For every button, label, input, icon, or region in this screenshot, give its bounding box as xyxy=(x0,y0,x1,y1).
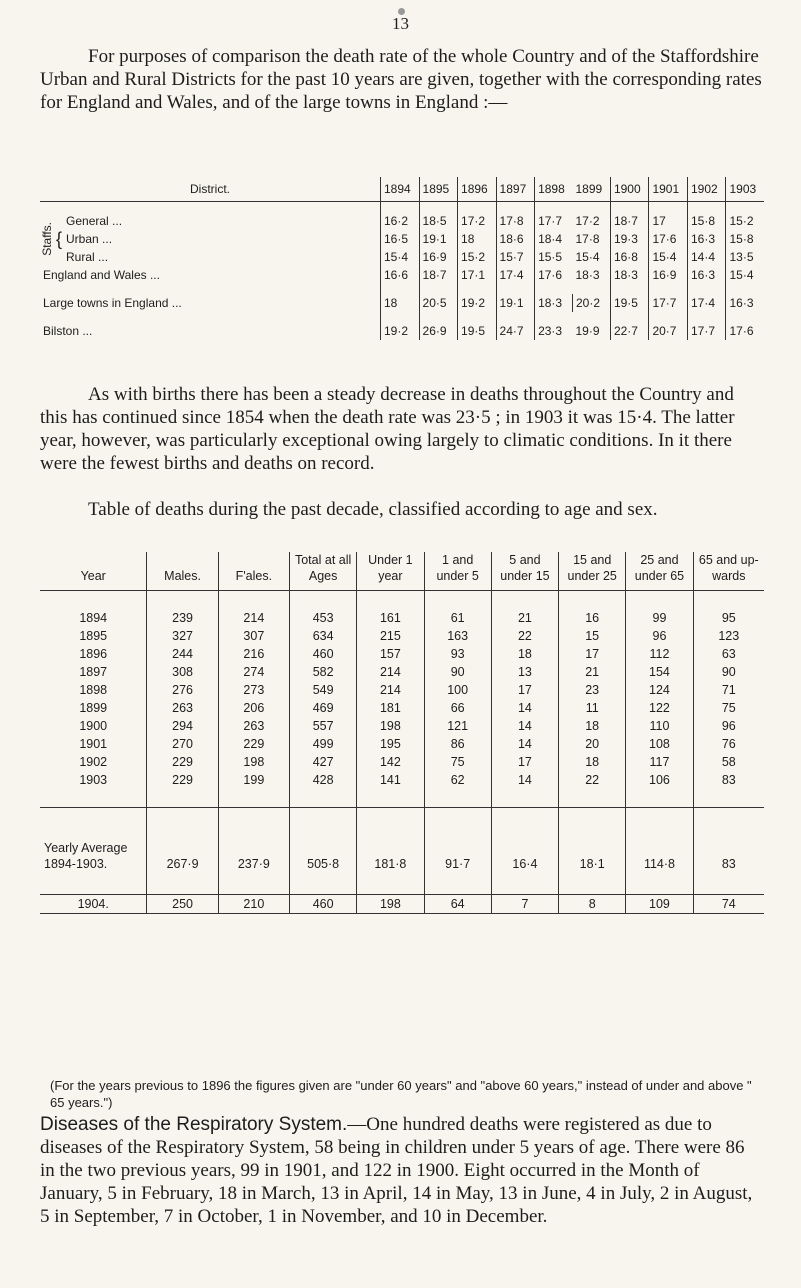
cell: 210 xyxy=(218,895,289,914)
deaths-by-age-sex-table xyxy=(40,552,764,914)
table1-header-year: 1901 xyxy=(649,177,688,202)
cell: 237·9 xyxy=(218,808,289,877)
cell: 19·1 xyxy=(419,230,458,248)
cell: 163 xyxy=(424,627,491,645)
table2-row xyxy=(40,681,764,699)
cell: 161 xyxy=(357,609,424,627)
cell: 108 xyxy=(626,735,693,753)
header-females: F'ales. xyxy=(218,552,289,591)
table1-header-district: District. xyxy=(40,177,381,202)
cell: 20·7 xyxy=(649,322,688,340)
cell: 15·4 xyxy=(726,266,764,284)
header-25-to-65: 25 and under 65 xyxy=(626,552,693,591)
cell: 17·2 xyxy=(458,212,497,230)
cell: 307 xyxy=(218,627,289,645)
cell: 229 xyxy=(147,753,218,771)
cell: 215 xyxy=(357,627,424,645)
cell: 74 xyxy=(693,895,764,914)
table2-row xyxy=(40,609,764,627)
cell: 23 xyxy=(559,681,626,699)
cell: 198 xyxy=(218,753,289,771)
row-label: General ... xyxy=(66,214,123,228)
cell: 18·3 xyxy=(610,266,649,284)
cell: 96 xyxy=(626,627,693,645)
cell: 17·6 xyxy=(726,322,764,340)
cell: 17 xyxy=(559,645,626,663)
cell: 294 xyxy=(147,717,218,735)
table1-header-year: 1900 xyxy=(610,177,649,202)
cell: 96 xyxy=(693,717,764,735)
cell: 8 xyxy=(559,895,626,914)
section-heading: Diseases of the Respiratory System. xyxy=(40,1114,348,1135)
table2-caption: Table of deaths during the past decade, classified according to age and sex. xyxy=(88,499,658,520)
cell: 23·3 xyxy=(535,322,573,340)
cell: 90 xyxy=(693,663,764,681)
table2-row xyxy=(40,645,764,663)
cell: 83 xyxy=(693,771,764,789)
cell: 21 xyxy=(559,663,626,681)
cell: 95 xyxy=(693,609,764,627)
cell: 142 xyxy=(357,753,424,771)
cell: 17·4 xyxy=(496,266,535,284)
table1-header-year: 1895 xyxy=(419,177,458,202)
cell: 16 xyxy=(559,609,626,627)
cell: 117 xyxy=(626,753,693,771)
cell: 7 xyxy=(491,895,558,914)
cell: 19·1 xyxy=(496,294,535,312)
cell: 106 xyxy=(626,771,693,789)
cell: 114·8 xyxy=(626,808,693,877)
header-15-to-25: 15 and under 25 xyxy=(559,552,626,591)
cell: 274 xyxy=(218,663,289,681)
table2-header-row xyxy=(40,552,764,591)
staffs-group-label: Staffs. xyxy=(40,222,54,256)
cell: 19·5 xyxy=(458,322,497,340)
cell: 124 xyxy=(626,681,693,699)
table1-header-year: 1896 xyxy=(458,177,497,202)
cell: 93 xyxy=(424,645,491,663)
cell: 21 xyxy=(491,609,558,627)
cell: 15·7 xyxy=(496,248,535,266)
cell: 18 xyxy=(559,753,626,771)
paragraph-death-decrease: As with births there has been a steady decrease in deaths throughout the Country and this has continued since 1854 when the death rate was 23·5 ; in 1903 it was 15·4. The latter year, however, was particularly exceptional owing largely to climatic conditions. In it there were the fewest births and deaths on record. xyxy=(40,384,735,474)
cell: 18·6 xyxy=(496,230,535,248)
cell: 15·5 xyxy=(535,248,573,266)
cell: 1898 xyxy=(79,683,108,697)
row-label: Urban ... xyxy=(66,232,113,246)
table2-row xyxy=(40,771,764,789)
table2-row xyxy=(40,735,764,753)
cell: 16·3 xyxy=(726,294,764,312)
cell: 13·5 xyxy=(726,248,764,266)
cell: 17 xyxy=(491,753,558,771)
cell: 263 xyxy=(218,717,289,735)
cell: 154 xyxy=(626,663,693,681)
table1-header-row xyxy=(40,177,764,202)
cell: 16·8 xyxy=(610,248,649,266)
cell: 1903 xyxy=(79,773,108,787)
cell: 276 xyxy=(147,681,218,699)
cell: 14·4 xyxy=(687,248,726,266)
cell: 214 xyxy=(357,681,424,699)
cell: 18·1 xyxy=(559,808,626,877)
cell: 109 xyxy=(626,895,693,914)
cell: 1894 xyxy=(79,611,108,625)
cell: 199 xyxy=(218,771,289,789)
cell: 16·4 xyxy=(491,808,558,877)
cell: 18 xyxy=(458,230,497,248)
average-label: Yearly Average 1894-1903. xyxy=(40,808,147,877)
cell: 18·3 xyxy=(535,294,573,312)
cell: 20 xyxy=(559,735,626,753)
table1-header-year: 1897 xyxy=(496,177,535,202)
cell: 17·7 xyxy=(649,294,688,312)
cell: 11 xyxy=(559,699,626,717)
footnote: (For the years previous to 1896 the figures given are "under 60 years" and "above 60 years," instead of under and above " 65 years.") xyxy=(50,1078,752,1110)
cell: 26·9 xyxy=(419,322,458,340)
cell: 123 xyxy=(693,627,764,645)
cell: 267·9 xyxy=(147,808,218,877)
cell: 63 xyxy=(693,645,764,663)
cell: 1895 xyxy=(79,629,108,643)
cell: 18·5 xyxy=(419,212,458,230)
cell: 18 xyxy=(381,294,420,312)
cell: 17·8 xyxy=(575,232,600,246)
cell: 62 xyxy=(424,771,491,789)
cell: 86 xyxy=(424,735,491,753)
table2-final-row xyxy=(40,895,764,914)
cell: 181 xyxy=(357,699,424,717)
table1-row xyxy=(40,322,764,340)
cell: 17 xyxy=(649,212,688,230)
cell: 557 xyxy=(290,717,357,735)
row-label: England and Wales ... xyxy=(43,268,160,282)
cell: 229 xyxy=(218,735,289,753)
cell: 14 xyxy=(491,735,558,753)
cell: 1904. xyxy=(40,895,147,914)
table1-header-year: 1894 xyxy=(381,177,420,202)
cell: 17·8 xyxy=(496,212,535,230)
cell: 14 xyxy=(491,717,558,735)
cell: 17·1 xyxy=(458,266,497,284)
cell: 1896 xyxy=(79,647,108,661)
cell: 24·7 xyxy=(496,322,535,340)
cell: 1901 xyxy=(79,737,108,751)
cell: 16·5 xyxy=(381,230,420,248)
cell: 75 xyxy=(424,753,491,771)
cell: 141 xyxy=(357,771,424,789)
header-total: Total at all Ages xyxy=(290,552,357,591)
cell: 634 xyxy=(290,627,357,645)
cell: 1902 xyxy=(79,755,108,769)
cell: 214 xyxy=(357,663,424,681)
cell: 16·9 xyxy=(419,248,458,266)
cell: 71 xyxy=(693,681,764,699)
table1-header-year: 1898 xyxy=(535,177,573,202)
header-year: Year xyxy=(40,552,147,591)
cell: 22 xyxy=(559,771,626,789)
cell: 270 xyxy=(147,735,218,753)
header-males: Males. xyxy=(147,552,218,591)
cell: 181·8 xyxy=(357,808,424,877)
table2-row xyxy=(40,753,764,771)
cell: 250 xyxy=(147,895,218,914)
cell: 15·2 xyxy=(458,248,497,266)
cell: 18·4 xyxy=(535,230,573,248)
cell: 75 xyxy=(693,699,764,717)
cell: 16·9 xyxy=(649,266,688,284)
cell: 19·3 xyxy=(610,230,649,248)
cell: 18·3 xyxy=(575,268,600,282)
cell: 229 xyxy=(147,771,218,789)
cell: 16·3 xyxy=(687,230,726,248)
intro-paragraph: For purposes of comparison the death rate of the whole Country and of the Staffordshire Urban and Rural Districts for the past 10 years are given, together with the corresponding rates for England and Wales, and of the large towns in England :— xyxy=(40,46,762,113)
cell: 17·7 xyxy=(687,322,726,340)
cell: 460 xyxy=(290,895,357,914)
cell: 1899 xyxy=(79,701,108,715)
cell: 16·3 xyxy=(687,266,726,284)
section-text: —One hundred deaths were registered as due to diseases of the Respiratory System, 58 being in children under 5 years of age. There were 86 in the two previous years, 99 in 1901, and 122 in 1900. Eight occurred in the Month of January, 5 in February, 18 in March, 13 in April, 14 in May, 13 in June, 4 in July, 2 in August, 5 in September, 7 in October, 1 in November, and 10 in December. xyxy=(40,1114,753,1227)
cell: 64 xyxy=(424,895,491,914)
cell: 1897 xyxy=(79,665,108,679)
cell: 428 xyxy=(290,771,357,789)
cell: 499 xyxy=(290,735,357,753)
cell: 17·4 xyxy=(687,294,726,312)
cell: 20·2 xyxy=(573,294,611,312)
header-5-to-15: 5 and under 15 xyxy=(491,552,558,591)
cell: 19·2 xyxy=(381,322,420,340)
cell: 157 xyxy=(357,645,424,663)
cell: 18·7 xyxy=(610,212,649,230)
cell: 216 xyxy=(218,645,289,663)
cell: 427 xyxy=(290,753,357,771)
cell: 17·2 xyxy=(575,214,600,228)
page-number: 13 xyxy=(392,14,409,33)
cell: 308 xyxy=(147,663,218,681)
cell: 18·7 xyxy=(419,266,458,284)
cell: 61 xyxy=(424,609,491,627)
cell: 17·6 xyxy=(535,266,573,284)
cell: 15·4 xyxy=(649,248,688,266)
cell: 19·9 xyxy=(575,324,600,338)
cell: 453 xyxy=(290,609,357,627)
row-label: Large towns in England ... xyxy=(43,296,182,310)
cell: 20·5 xyxy=(419,294,458,312)
cell: 17·7 xyxy=(535,212,573,230)
cell: 83 xyxy=(693,808,764,877)
cell: 469 xyxy=(290,699,357,717)
cell: 121 xyxy=(424,717,491,735)
cell: 90 xyxy=(424,663,491,681)
cell: 15·8 xyxy=(726,230,764,248)
cell: 14 xyxy=(491,771,558,789)
cell: 327 xyxy=(147,627,218,645)
table2-row xyxy=(40,699,764,717)
cell: 17 xyxy=(491,681,558,699)
cell: 91·7 xyxy=(424,808,491,877)
cell: 13 xyxy=(491,663,558,681)
table2-row xyxy=(40,663,764,681)
row-label: Rural ... xyxy=(66,250,109,264)
cell: 100 xyxy=(424,681,491,699)
table1-row: Staffs. { General ... Urban ... Rural ... 16·2 18·5 17·2 17·8 17·7 17·2 18·7 17 15·8 15·2 xyxy=(40,212,764,230)
cell: 505·8 xyxy=(290,808,357,877)
header-65-upwards: 65 and up-wards xyxy=(693,552,764,591)
table1-row xyxy=(40,294,764,312)
cell: 22·7 xyxy=(610,322,649,340)
cell: 198 xyxy=(357,717,424,735)
table1-header-year: 1902 xyxy=(687,177,726,202)
cell: 110 xyxy=(626,717,693,735)
row-label: Bilston ... xyxy=(43,324,93,338)
cell: 99 xyxy=(626,609,693,627)
table2-row xyxy=(40,717,764,735)
cell: 1900 xyxy=(79,719,108,733)
table2-row xyxy=(40,627,764,645)
death-rate-comparison-table xyxy=(40,177,764,340)
cell: 239 xyxy=(147,609,218,627)
cell: 19·2 xyxy=(458,294,497,312)
header-1-to-5: 1 and under 5 xyxy=(424,552,491,591)
cell: 18 xyxy=(491,645,558,663)
cell: 549 xyxy=(290,681,357,699)
cell: 244 xyxy=(147,645,218,663)
cell: 76 xyxy=(693,735,764,753)
cell: 15 xyxy=(559,627,626,645)
cell: 14 xyxy=(491,699,558,717)
cell: 15·4 xyxy=(575,250,600,264)
cell: 16·6 xyxy=(381,266,420,284)
cell: 22 xyxy=(491,627,558,645)
cell: 263 xyxy=(147,699,218,717)
cell: 15·8 xyxy=(687,212,726,230)
cell: 18 xyxy=(559,717,626,735)
cell: 460 xyxy=(290,645,357,663)
cell: 66 xyxy=(424,699,491,717)
table2-average-row xyxy=(40,808,764,877)
cell: 112 xyxy=(626,645,693,663)
cell: 195 xyxy=(357,735,424,753)
cell: 17·6 xyxy=(649,230,688,248)
table1-row xyxy=(40,266,764,284)
cell: 16·2 xyxy=(381,212,420,230)
cell: 19·5 xyxy=(610,294,649,312)
table1-header-year: 1903 xyxy=(726,177,764,202)
cell: 206 xyxy=(218,699,289,717)
table1-header-year: 1899 xyxy=(573,177,611,202)
cell: 15·4 xyxy=(381,248,420,266)
cell: 58 xyxy=(693,753,764,771)
header-under-1: Under 1 year xyxy=(357,552,424,591)
cell: 122 xyxy=(626,699,693,717)
cell: 198 xyxy=(357,895,424,914)
cell: 15·2 xyxy=(726,212,764,230)
cell: 582 xyxy=(290,663,357,681)
cell: 273 xyxy=(218,681,289,699)
respiratory-section xyxy=(40,1113,762,1228)
cell: 214 xyxy=(218,609,289,627)
